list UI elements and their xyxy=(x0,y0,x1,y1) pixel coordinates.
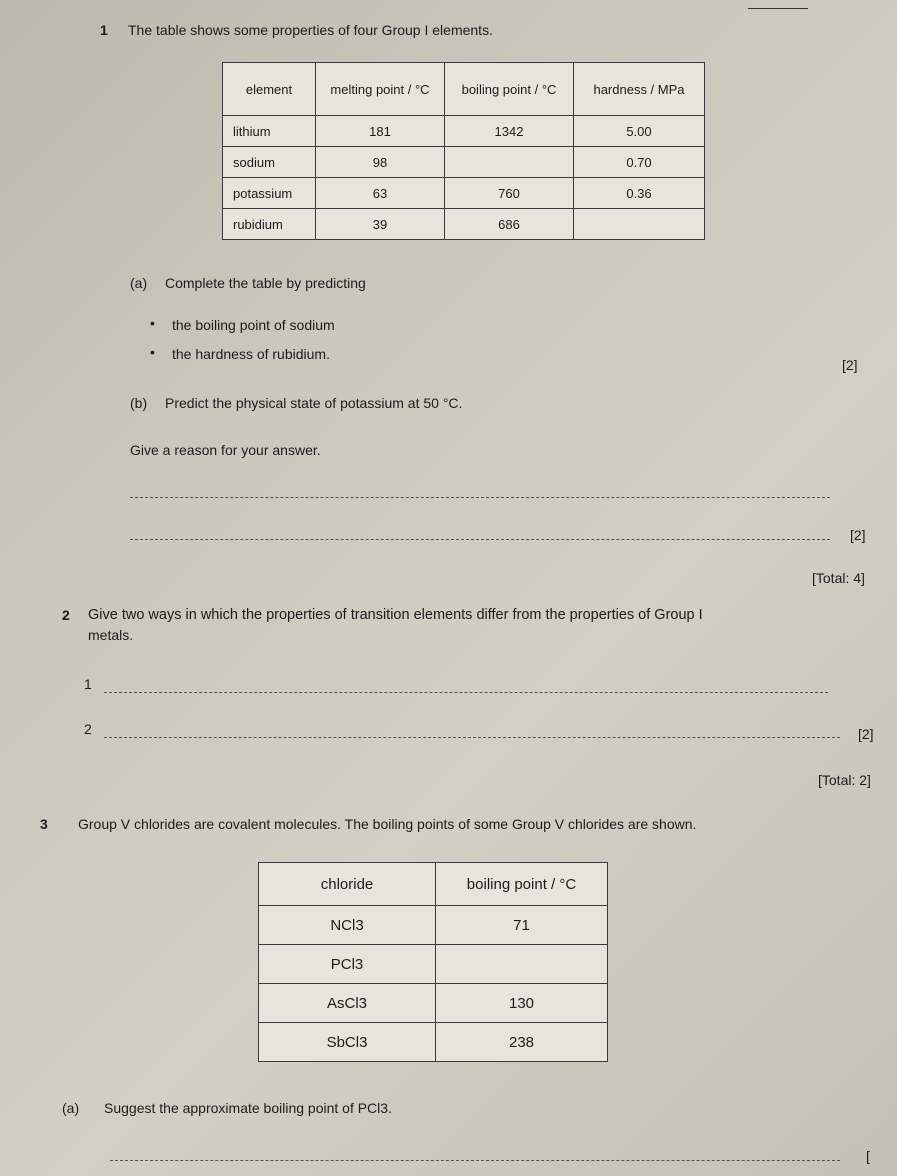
table-cell: AsCl3 xyxy=(259,984,436,1023)
q3-number: 3 xyxy=(40,816,48,832)
q2-total: [Total: 2] xyxy=(818,772,871,788)
q3a-marks: [ xyxy=(866,1148,870,1164)
q2-text-line2: metals. xyxy=(88,627,134,643)
table-cell: NCl3 xyxy=(259,906,436,945)
q1-header-element: element xyxy=(223,63,316,116)
table-row xyxy=(223,116,705,147)
q3a-label: (a) xyxy=(62,1100,80,1116)
q1a-label: (a) xyxy=(130,275,148,291)
table-row xyxy=(259,906,608,945)
q2-marks: [2] xyxy=(858,726,874,742)
table-cell: 1342 xyxy=(445,116,574,147)
table-cell: 5.00 xyxy=(574,116,705,147)
table-cell: 181 xyxy=(316,116,445,147)
table-row xyxy=(259,945,608,984)
q3-header-boiling: boiling point / °C xyxy=(436,863,608,906)
q1-intro: The table shows some properties of four Group I elements. xyxy=(128,22,493,38)
blank-answer-cell[interactable] xyxy=(574,209,705,240)
table-cell: 686 xyxy=(445,209,574,240)
table-cell: potassium xyxy=(223,178,316,209)
blank-answer-cell[interactable] xyxy=(436,945,608,984)
bullet-icon: • xyxy=(150,344,155,360)
table-cell: rubidium xyxy=(223,209,316,240)
table-cell: 238 xyxy=(436,1023,608,1062)
table-cell: 760 xyxy=(445,178,574,209)
q1-number: 1 xyxy=(100,22,108,38)
bullet-icon: • xyxy=(150,315,155,331)
q2-text-line1: Give two ways in which the properties of transition elements differ from the properties of Group I xyxy=(88,607,703,623)
table-row xyxy=(223,178,705,209)
top-corner-line xyxy=(748,8,808,9)
table-row xyxy=(259,984,608,1023)
q2-answer1-label: 1 xyxy=(84,676,92,692)
q1b-text: Predict the physical state of potassium at 50 °C. xyxy=(165,395,463,411)
q1-header-melting: melting point / °C xyxy=(316,63,445,116)
table-cell: 130 xyxy=(436,984,608,1023)
table-cell: 71 xyxy=(436,906,608,945)
q1b-reason: Give a reason for your answer. xyxy=(130,442,321,458)
q2-number: 2 xyxy=(62,607,70,623)
q3-intro: Group V chlorides are covalent molecules. The boiling points of some Group V chlorides are shown. xyxy=(78,816,697,832)
table-cell: 39 xyxy=(316,209,445,240)
table-cell: lithium xyxy=(223,116,316,147)
q1b-label: (b) xyxy=(130,395,148,411)
q1a-bullet1: the boiling point of sodium xyxy=(172,317,335,333)
q3-chlorides-table xyxy=(258,862,608,1062)
q2-answer2-label: 2 xyxy=(84,721,92,737)
table-row xyxy=(223,147,705,178)
table-cell: SbCl3 xyxy=(259,1023,436,1062)
table-row xyxy=(223,209,705,240)
q1b-marks: [2] xyxy=(850,527,866,543)
q2-answer-line-1[interactable] xyxy=(104,692,828,693)
table-cell: 0.36 xyxy=(574,178,705,209)
q2-answer-line-2[interactable] xyxy=(104,737,840,738)
q1a-bullet2: the hardness of rubidium. xyxy=(172,346,330,362)
q1-header-hardness: hardness / MPa xyxy=(574,63,705,116)
q1b-answer-line-1[interactable] xyxy=(130,497,830,498)
table-cell: 63 xyxy=(316,178,445,209)
q1a-marks: [2] xyxy=(842,357,858,373)
table-cell: PCl3 xyxy=(259,945,436,984)
blank-answer-cell[interactable] xyxy=(445,147,574,178)
q3a-text: Suggest the approximate boiling point of PCl3. xyxy=(104,1100,392,1116)
table-cell: 0.70 xyxy=(574,147,705,178)
q1-header-boiling: boiling point / °C xyxy=(445,63,574,116)
q1-properties-table xyxy=(222,62,705,240)
q1b-answer-line-2[interactable] xyxy=(130,539,830,540)
table-cell: sodium xyxy=(223,147,316,178)
q3-header-chloride: chloride xyxy=(259,863,436,906)
q3a-answer-line[interactable] xyxy=(110,1160,840,1161)
q1-total: [Total: 4] xyxy=(812,570,865,586)
table-cell: 98 xyxy=(316,147,445,178)
q1a-text: Complete the table by predicting xyxy=(165,275,366,291)
table-row xyxy=(259,1023,608,1062)
